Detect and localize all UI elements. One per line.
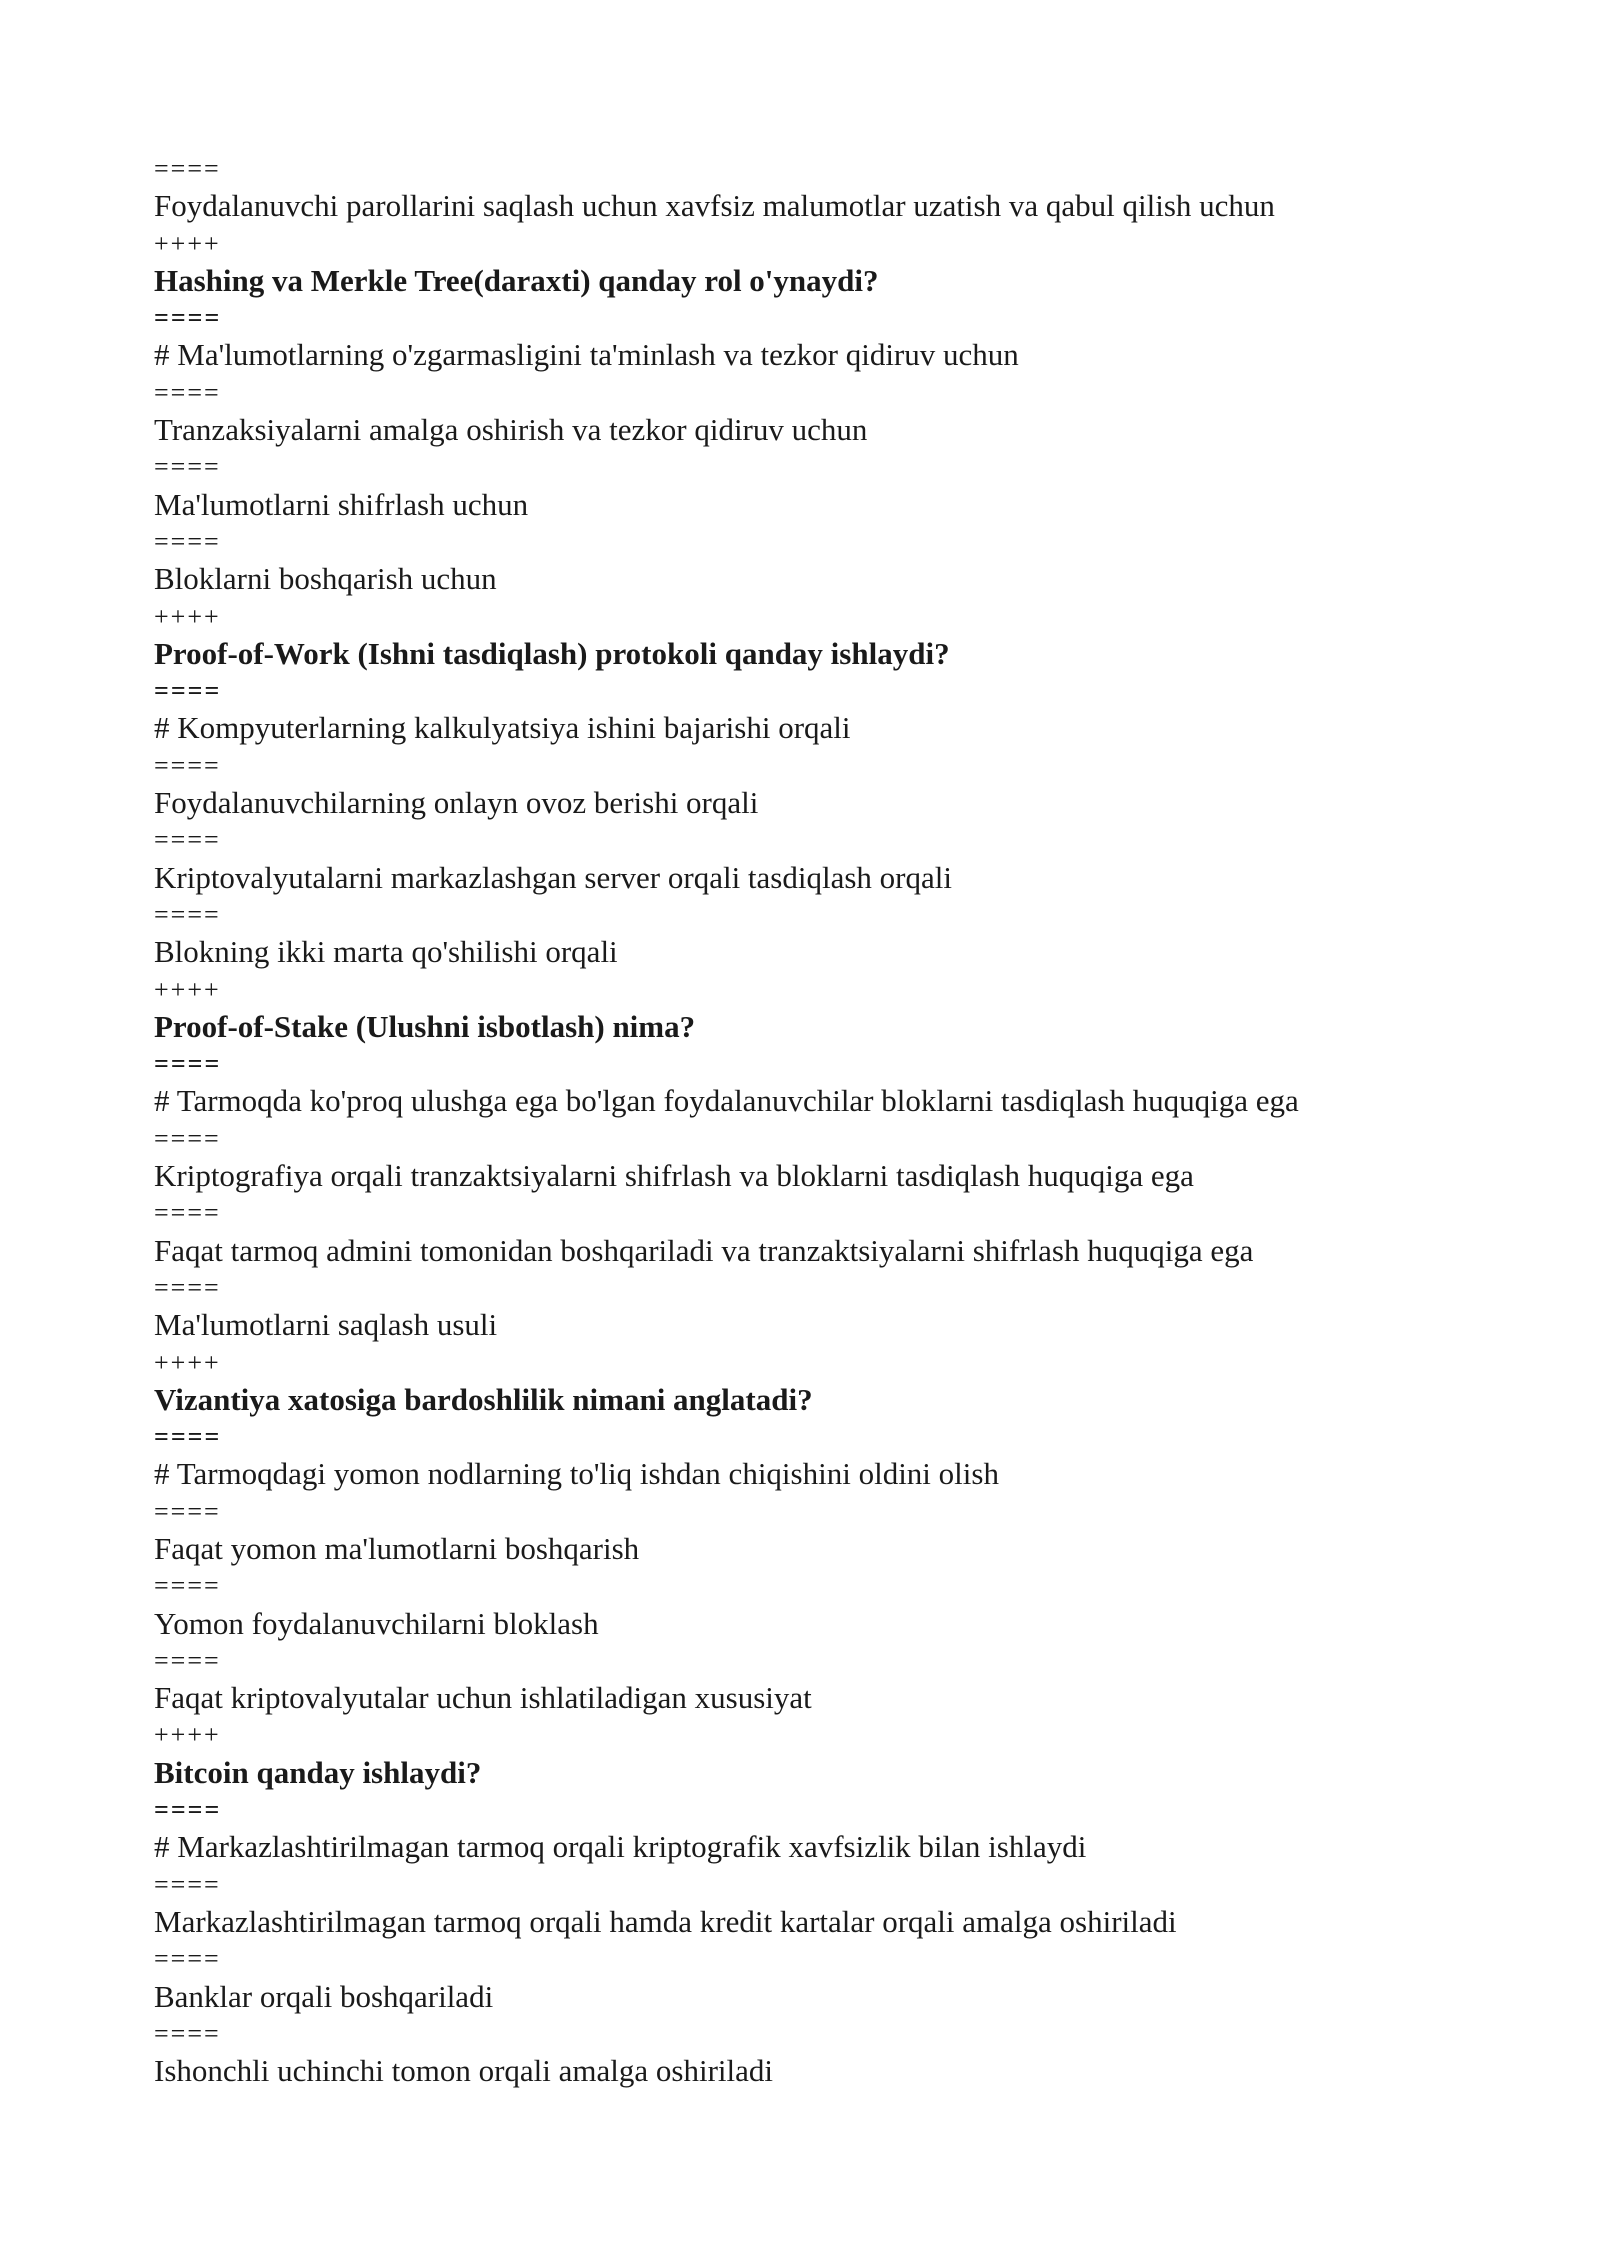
separator-line: ==== — [154, 1571, 221, 1601]
answer-option: Faqat kriptovalyutalar uchun ishlatiladigan xususiyat — [154, 1680, 812, 1716]
answer-option: # Kompyuterlarning kalkulyatsiya ishini bajarishi orqali — [154, 710, 851, 746]
answer-option: Bloklarni boshqarish uchun — [154, 561, 497, 597]
question-heading: Proof-of-Stake (Ulushni isbotlash) nima? — [154, 1008, 696, 1044]
separator-line: ==== — [154, 1795, 222, 1825]
separator-line: ++++ — [154, 1720, 221, 1750]
separator-line: ==== — [154, 825, 221, 855]
separator-line: ==== — [154, 1049, 222, 1079]
answer-option: Tranzaksiyalarni amalga oshirish va tezkor qidiruv uchun — [154, 412, 868, 448]
answer-option: Ishonchli uchinchi tomon orqali amalga oshiriladi — [154, 2053, 774, 2089]
answer-option: Ma'lumotlarni saqlash usuli — [154, 1307, 498, 1343]
answer-option: Kriptovalyutalarni markazlashgan server orqali tasdiqlash orqali — [154, 859, 952, 895]
question-heading: Proof-of-Work (Ishni tasdiqlash) protokoli qanday ishlaydi? — [154, 635, 950, 671]
separator-line: ==== — [154, 750, 221, 780]
answer-option: Ma'lumotlarni shifrlash uchun — [154, 486, 529, 522]
answer-option: Faqat yomon ma'lumotlarni boshqarish — [154, 1530, 640, 1566]
separator-line: ==== — [154, 1496, 221, 1526]
separator-line: ==== — [154, 1944, 221, 1974]
answer-option: # Tarmoqdagi yomon nodlarning to'liq ishdan chiqishini oldini olish — [154, 1456, 999, 1492]
question-heading: Hashing va Merkle Tree(daraxti) qanday rol o'ynaydi? — [154, 262, 879, 298]
answer-option: # Markazlashtirilmagan tarmoq orqali kriptografik xavfsizlik bilan ishlaydi — [154, 1829, 1087, 1865]
separator-line: ++++ — [154, 228, 221, 258]
separator-line: ++++ — [154, 601, 221, 631]
separator-line: ==== — [154, 154, 221, 183]
answer-option: Foydalanuvchi parollarini saqlash uchun xavfsiz malumotlar uzatish va qabul qilish uchun — [154, 188, 1275, 224]
separator-line: ==== — [154, 1123, 221, 1153]
separator-line: ++++ — [154, 974, 221, 1004]
separator-line: ==== — [154, 526, 221, 556]
separator-line: ==== — [154, 1645, 221, 1675]
separator-line: ==== — [154, 452, 221, 482]
answer-option: # Tarmoqda ko'proq ulushga ega bo'lgan foydalanuvchilar bloklarni tasdiqlash huquqiga ega — [154, 1083, 1299, 1119]
answer-option: Foydalanuvchilarning onlayn ovoz berishi orqali — [154, 785, 759, 821]
separator-line: ==== — [154, 2018, 221, 2048]
separator-line: ==== — [154, 303, 222, 333]
answer-option: Markazlashtirilmagan tarmoq orqali hamda kredit kartalar orqali amalga oshiriladi — [154, 1903, 1177, 1939]
answer-option: # Ma'lumotlarning o'zgarmasligini ta'minlash va tezkor qidiruv uchun — [154, 337, 1019, 373]
answer-option: Yomon foydalanuvchilarni bloklash — [154, 1605, 599, 1641]
answer-option: Blokning ikki marta qo'shilishi orqali — [154, 934, 618, 970]
separator-line: ==== — [154, 899, 221, 929]
separator-line: ++++ — [154, 1347, 221, 1377]
separator-line: ==== — [154, 1869, 221, 1899]
separator-line: ==== — [154, 676, 222, 706]
document-page — [154, 150, 1494, 2089]
answer-option: Faqat tarmoq admini tomonidan boshqariladi va tranzaktsiyalarni shifrlash huquqiga ega — [154, 1232, 1254, 1268]
separator-line: ==== — [154, 1198, 221, 1228]
separator-line: ==== — [154, 1272, 221, 1302]
separator-line: ==== — [154, 1422, 222, 1452]
separator-line: ==== — [154, 377, 221, 407]
question-heading: Bitcoin qanday ishlaydi? — [154, 1754, 482, 1790]
answer-option: Banklar orqali boshqariladi — [154, 1978, 494, 2014]
answer-option: Kriptografiya orqali tranzaktsiyalarni shifrlash va bloklarni tasdiqlash huquqiga ega — [154, 1158, 1194, 1194]
question-heading: Vizantiya xatosiga bardoshlilik nimani anglatadi? — [154, 1381, 813, 1417]
